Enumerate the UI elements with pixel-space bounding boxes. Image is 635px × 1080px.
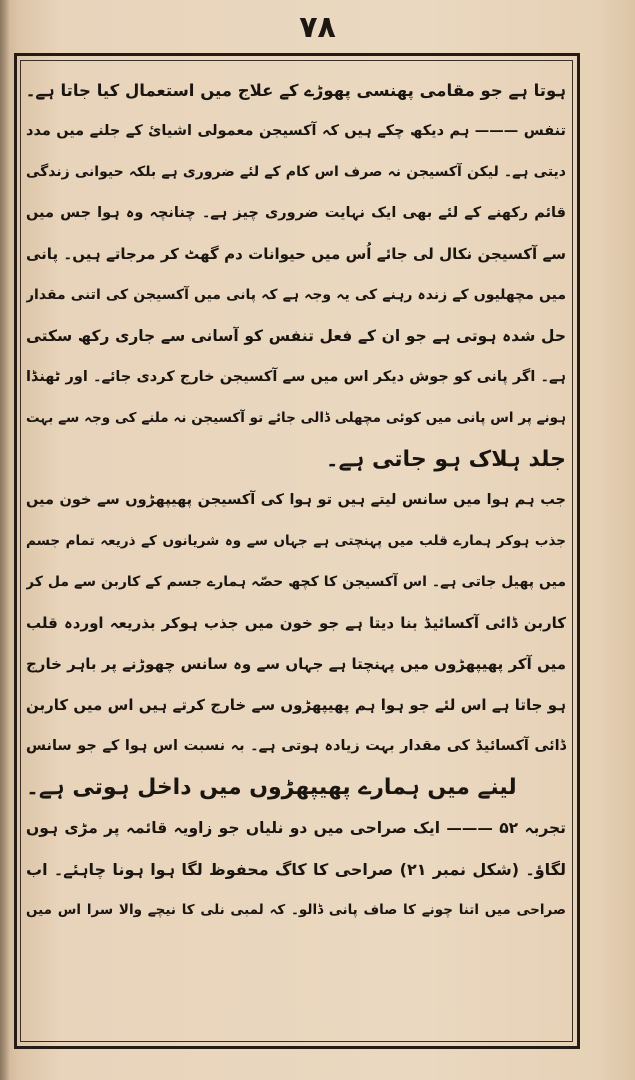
text-line: ڈائی آکسائیڈ کی مقدار بہت زیادہ ہوتی ہے۔ بہ نسبت اس ہوا کے جو سانس [26,738,566,754]
text-line: دیتی ہے۔ لیکن آکسیجن نہ صرف اس کام کے لئے ضروری ہے بلکہ حیوانی زندگی [26,164,566,180]
page-number: ۷۸ [299,10,336,45]
text-line: ہونے پر اس پانی میں کوئی مچھلی ڈالی جائے تو آکسیجن نہ ملنے کی وجہ سے بہت [26,410,566,426]
text-line-paragraph-end: لینے میں ہمارے پھیپھڑوں میں داخل ہوتی ہے۔ [26,775,517,800]
text-line: میں آکر پھیپھڑوں میں پہنچتا ہے جہاں سے وہ سانس چھوڑنے پر باہر خارج [26,655,566,673]
text-line: حل شدہ ہوتی ہے جو ان کے فعل تنفس کو آسانی سے جاری رکھ سکتی [26,327,566,345]
text-line: ہے۔ اگر پانی کو جوش دیکر اس میں سے آکسیجن خارج کردی جائے۔ اور ٹھنڈا [26,369,566,385]
text-line-heading-experiment: تجربہ ۵۲ ——— ایک صراحی میں دو نلیاں جو زاویہ قائمہ پر مڑی ہوں [26,819,566,837]
text-line: قائم رکھنے کے لئے بھی ایک نہایت ضروری چیز ہے۔ چنانچہ وہ ہوا جس میں [26,205,566,221]
text-line: سے آکسیجن نکال لی جائے اُس میں حیوانات دم گھٹ کر مرجاتے ہیں۔ پانی [26,245,566,263]
binding-shadow [0,0,10,1080]
text-line-paragraph-end: جلد ہلاک ہو جاتی ہے۔ [325,447,566,472]
text-line: لگاؤ۔ (شکل نمبر ۲۱) صراحی کا کاگ محفوظ لگا ہوا ہونا چاہئے۔ اب [26,860,566,879]
text-line: کاربن ڈائی آکسائیڈ بنا دیتا ہے جو خون میں جذب ہوکر بذریعہ اوردہ قلب [26,614,566,632]
text-line: ہوتا ہے جو مقامی پھنسی پھوڑے کے علاج میں استعمال کیا جاتا ہے۔ [26,81,566,100]
text-line-heading-respiration: تنفس ——— ہم دیکھ چکے ہیں کہ آکسیجن معمولی اشیائ کے جلنے میں مدد [26,123,566,139]
text-line: جب ہم ہوا میں سانس لیتے ہیں تو ہوا کی آکسیجن پھیپھڑوں سے خون میں [26,492,566,508]
text-line: ہو جاتا ہے اس لئے جو ہوا ہم پھیپھڑوں سے خارج کرتے ہیں اس میں کاربن [26,696,566,714]
text-line: میں مچھلیوں کے زندہ رہنے کی یہ وجہ ہے کہ پانی میں آکسیجن کی اتنی مقدار [26,287,566,303]
text-line: میں پھیل جاتی ہے۔ اس آکسیجن کا کچھ حصّہ ہمارے جسم کے کاربن سے مل کر [26,574,566,590]
text-line: صراحی میں اتنا چونے کا صاف پانی ڈالو۔ کہ لمبی نلی کا نیچے والا سرا اس میں [26,902,566,918]
urdu-text-body [26,70,566,1036]
text-line: جذب ہوکر ہمارے قلب میں پہنچتی ہے جہاں سے وہ شریانوں کے ذریعہ تمام جسم [26,533,566,549]
